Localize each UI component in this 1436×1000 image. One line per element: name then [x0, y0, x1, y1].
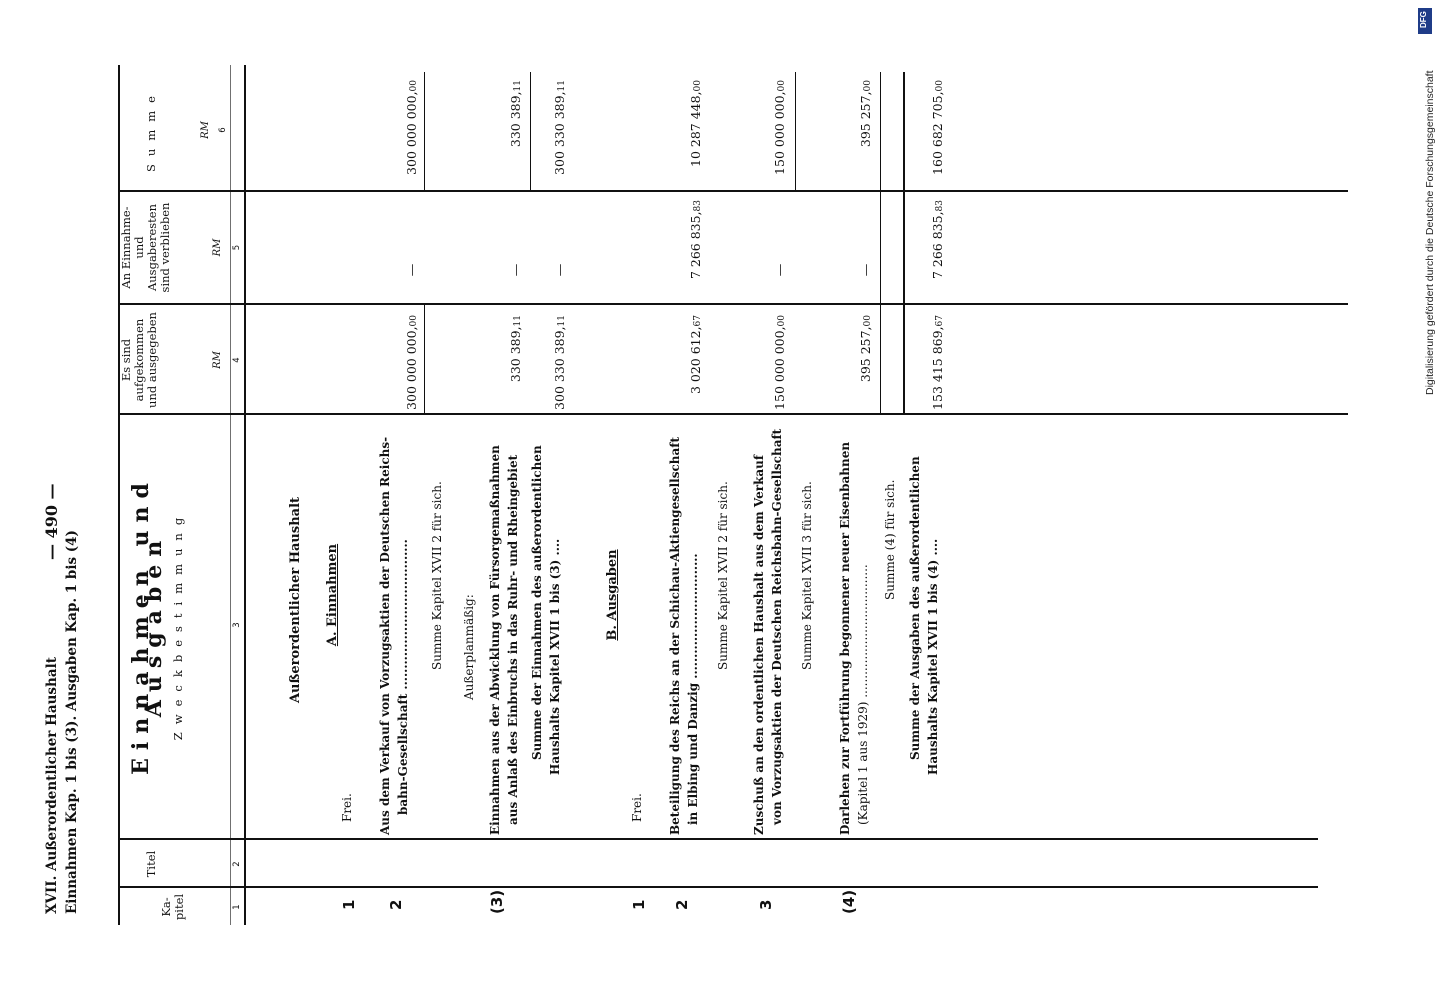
row-a3-sum-label: Summe Kapitel XVII 3 für sich.: [800, 481, 814, 670]
amount-e-total-received: 300 330 389,11: [552, 315, 567, 410]
col-sep-titel: [118, 839, 1318, 841]
amount-a3-summe: 150 000 000,00: [772, 80, 787, 175]
chapter-a2: 2: [673, 899, 691, 910]
row-a4-text-2: (Kapitel 1 aus 1929) ...................................: [856, 564, 870, 825]
table-top-rule: [118, 65, 120, 925]
amount-e3-received: 330 389,11: [508, 315, 523, 383]
amount-a2-received: 3 020 612,67: [688, 315, 703, 395]
row-a-total-1: Summe der Ausgaben des außerordentlichen: [908, 456, 922, 760]
col-head-titel: Titel: [144, 850, 158, 878]
col-num-5: 5: [232, 244, 242, 251]
num-row-rule: [230, 65, 231, 925]
section-title: Außerordentlicher Haushalt: [288, 496, 303, 704]
rule-a-total: [903, 72, 905, 415]
chapter-a4: (4): [840, 889, 858, 914]
chapter-a3: 3: [757, 899, 775, 910]
col-head-remaining: An Einnahme- und Ausgaberesten sind verblieben: [119, 202, 172, 293]
amount-e3-summe: 330 389,11: [508, 80, 523, 148]
col-num-6: 6: [218, 127, 228, 133]
rule-e2-received: [424, 305, 425, 415]
unit-received: RM: [212, 351, 223, 369]
chapter-e3: (3): [488, 889, 506, 914]
row-e2-text-1: Aus dem Verkauf von Vorzugsaktien der Deutschen Reichs-: [378, 436, 392, 835]
col-head-summe: Summe: [144, 88, 158, 172]
row-a2-sum-label: Summe Kapitel XVII 2 für sich.: [716, 481, 730, 670]
rule-e2-summe: [424, 72, 425, 192]
col-sep-main: [118, 414, 1348, 416]
dfg-logo: DFG: [1418, 8, 1432, 34]
col-num-3: 3: [232, 622, 242, 628]
row-a3-text-1: Zuschuß an den ordentlichen Haushalt aus dem Verkauf: [752, 454, 766, 835]
amount-a2-remaining: 7 266 835,83: [688, 200, 703, 280]
row-a2-text-2: in Elbing und Danzig ..............................: [686, 553, 700, 825]
amount-a-total-received: 153 415 869,67: [930, 315, 945, 410]
unit-remaining: RM: [212, 238, 223, 257]
row-a4-text-1: Darlehen zur Fortführung begonnener neuer Eisenbahnen: [838, 441, 852, 835]
col-head-kapitel: Ka-pitel: [159, 893, 186, 921]
header-subtitle: Einnahmen Kap. 1 bis (3). Ausgaben Kap. 1 bis (4): [64, 530, 80, 914]
col-head-main-sub: Zweckbestimmung: [171, 509, 185, 741]
amount-a4-summe: 395 257,00: [858, 80, 873, 148]
amount-a-total-summe: 160 682 705,00: [930, 80, 945, 175]
amount-a3-received: 150 000 000,00: [772, 315, 787, 410]
page-number: — 490 —: [42, 483, 61, 560]
chapter-e2: 2: [387, 899, 405, 910]
amount-a3-remaining: —: [772, 263, 787, 277]
row-e3-text-2: aus Anlaß des Einbruchs in das Ruhr- und Rheingebiet: [506, 454, 520, 825]
amount-a4-remaining: —: [858, 263, 873, 277]
col-sep-received: [118, 304, 1348, 306]
rule-e3-summe: [530, 72, 531, 192]
amount-a4-received: 395 257,00: [858, 315, 873, 383]
amount-e-total-summe: 300 330 389,11: [552, 80, 567, 175]
col-num-4: 4: [232, 357, 242, 363]
row-a2-text-1: Beteiligung des Reichs an der Schichau-Aktiengesellschaft: [668, 437, 682, 835]
row-e2-text-2: bahn-Gesellschaft ....................................: [396, 539, 410, 815]
amount-e2-received: 300 000 000,00: [404, 315, 419, 410]
col-num-2: 2: [232, 861, 242, 867]
row-e-total-2: Haushalts Kapitel XVII 1 bis (3) ....: [548, 538, 562, 775]
col-head-received: Es sind aufgekommen und ausgegeben: [119, 312, 159, 408]
chapter-a1: 1: [630, 899, 648, 910]
row-e-total-1: Summe der Einnahmen des außerordentlichen: [530, 445, 544, 760]
frei-2: Frei.: [630, 793, 644, 822]
einnahmen-title: A. Einnahmen: [325, 543, 340, 647]
col-head-main: Einnahmen und Ausgaben: [128, 475, 167, 775]
ausserplan-label: Außerplanmäßig:: [462, 594, 476, 700]
unit-summe: RM: [200, 121, 211, 139]
amount-e3-remaining: —: [508, 263, 523, 277]
col-num-1: 1: [232, 904, 242, 910]
col-sep-remaining: [118, 191, 1348, 193]
row-e3-text-1: Einnahmen aus der Abwicklung von Fürsorgemaßnahmen: [488, 445, 502, 835]
row-a3-text-2: von Vorzugsaktien der Deutschen Reichsbahn-Gesellschaft: [770, 428, 784, 825]
row-a4-sum-label: Summe (4) für sich.: [883, 479, 897, 600]
dfg-funding-note: Digitalisierung gefördert durch die Deutsche Forschungsgemeinschaft: [1424, 70, 1436, 395]
row-e2-sum-label: Summe Kapitel XVII 2 für sich.: [430, 481, 444, 670]
amount-a2-summe: 10 287 448,00: [688, 80, 703, 167]
row-a-total-2: Haushalts Kapitel XVII 1 bis (4) ....: [926, 538, 940, 775]
rule-a3-summe: [795, 72, 796, 192]
col-sep-kapitel: [118, 887, 1318, 889]
table-header-rule: [244, 65, 246, 925]
amount-e2-summe: 300 000 000,00: [404, 80, 419, 175]
amount-e-total-remaining: —: [552, 263, 567, 277]
amount-a-total-remaining: 7 266 835,83: [930, 200, 945, 280]
frei-1: Frei.: [340, 793, 354, 822]
amount-e2-remaining: —: [404, 263, 419, 277]
rule-a4-all: [880, 72, 881, 415]
header-title: XVII. Außerordentlicher Haushalt: [44, 657, 60, 914]
ausgaben-title: B. Ausgaben: [605, 549, 620, 641]
chapter-e1: 1: [340, 899, 358, 910]
